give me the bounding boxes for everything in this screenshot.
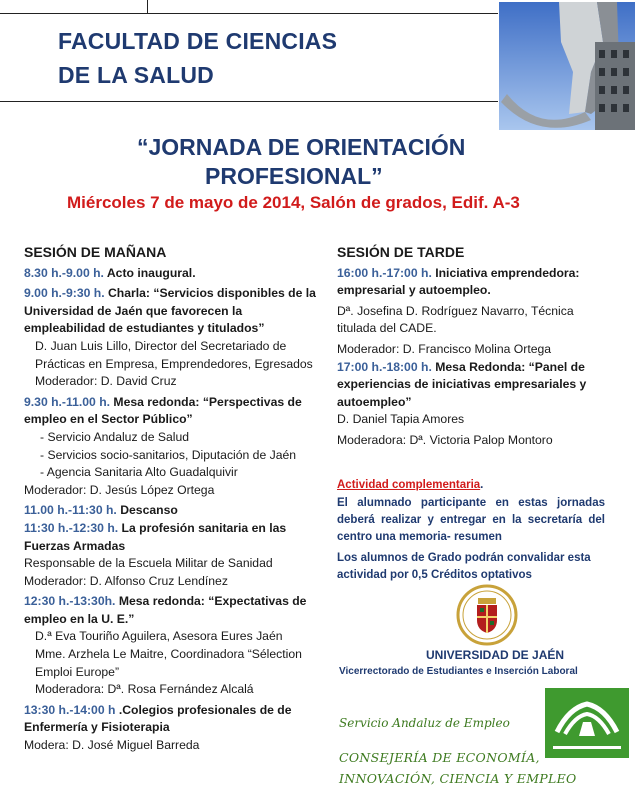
morning-item-6-panel-1: D.ª Eva Touriño Aguilera, Asesora Eures Jaén bbox=[35, 629, 283, 644]
morning-session bbox=[24, 244, 326, 755]
complementary-title: Actividad complementaria bbox=[337, 479, 481, 491]
afternoon-heading: SESIÓN DE TARDE bbox=[337, 244, 465, 260]
afternoon-item-1-speaker: Dª. Josefina D. Rodríguez Navarro, Técnica titulada del CADE. bbox=[337, 303, 574, 336]
morning-item-1: 8.30 h.-9.00 h. Acto inaugural. bbox=[24, 265, 196, 280]
complementary-activity: Actividad complementaria. El alumnado participante en estas jornadas deberá realizar y entregar en la secretaría del centro una memoria- resumen Los alumnos de Grado podrán convalidar esta actividad por 0,5 Créditos optativos bbox=[337, 475, 605, 584]
afternoon-item-1: 16:00 h.-17:00 h. Iniciativa emprendedora: empresarial y autoempleo. bbox=[337, 265, 580, 298]
morning-item-3: 9.30 h.-11.00 h. Mesa redonda: “Perspectivas de empleo en el Sector Público” bbox=[24, 394, 302, 427]
faculty-name-line1: FACULTAD DE CIENCIAS bbox=[58, 28, 338, 54]
consejeria-line1: CONSEJERÍA DE ECONOMÍA, bbox=[339, 750, 540, 765]
morning-item-6-moderator: Moderadora: Dª. Rosa Fernández Alcalá bbox=[35, 682, 254, 697]
event-date: Miércoles 7 de mayo de 2014, Salón de grados, Edif. A-3 bbox=[67, 193, 520, 212]
morning-item-3-panel-1: - Servicio Andaluz de Salud bbox=[40, 429, 190, 444]
university-crest-logo bbox=[452, 584, 522, 646]
faculty-name-line2: DE LA SALUD bbox=[58, 62, 214, 88]
morning-item-5-moderator: Moderador: D. Alfonso Cruz Lendínez bbox=[24, 573, 228, 588]
afternoon-item-2-moderator: Moderadora: Dª. Victoria Palop Montoro bbox=[337, 432, 553, 447]
afternoon-item-1-moderator: Moderador: D. Francisco Molina Ortega bbox=[337, 341, 552, 356]
header-rule bbox=[0, 101, 498, 102]
consejeria-line2: INNOVACIÓN, CIENCIA Y EMPLEO bbox=[339, 771, 577, 786]
sae-name: Servicio Andaluz de Empleo bbox=[339, 716, 510, 730]
junta-andalucia-logo bbox=[545, 688, 629, 758]
morning-item-5-speaker: Responsable de la Escuela Militar de Sanidad bbox=[24, 556, 273, 571]
event-title-line2: PROFESIONAL” bbox=[205, 163, 383, 189]
complementary-text-1: El alumnado participante en estas jornadas deberá realizar y entregar en la secretaría del centro una memoria- resumen bbox=[337, 497, 605, 543]
morning-item-3-moderator: Moderador: D. Jesús López Ortega bbox=[24, 482, 215, 497]
sculpture-photo bbox=[499, 2, 635, 130]
morning-item-6-panel-2: Mme. Arzhela Le Maitre, Coordinadora “Sélection Emploi Europe” bbox=[35, 647, 302, 679]
header-rule-top bbox=[0, 13, 498, 14]
morning-item-2-speaker: D. Juan Luis Lillo, Director del Secretariado de Prácticas en Empresa, Emprendedores, Egresados bbox=[35, 338, 313, 371]
morning-item-5: 11:30 h.-12:30 h. La profesión sanitaria en las Fuerzas Armadas bbox=[24, 520, 287, 553]
university-department: Vicerrectorado de Estudiantes e Inserción Laboral bbox=[339, 666, 578, 677]
afternoon-session bbox=[337, 244, 605, 450]
morning-item-2-moderator: Moderador: D. David Cruz bbox=[35, 374, 177, 389]
header-rule-vertical bbox=[147, 0, 148, 14]
morning-heading: SESIÓN DE MAÑANA bbox=[24, 244, 167, 260]
morning-item-4: 11.00 h.-11:30 h. Descanso bbox=[24, 503, 178, 518]
event-title-line1: “JORNADA DE ORIENTACIÓN bbox=[137, 134, 466, 160]
morning-item-2: 9.00 h.-9:30 h. Charla: “Servicios disponibles de la Universidad de Jaén que favorecen la empleabilidad de estudiantes y titulados” bbox=[24, 286, 316, 336]
morning-item-6: 12:30 h.-13:30h. Mesa redonda: “Expectativas de empleo en la U. E.” bbox=[24, 594, 307, 626]
morning-item-7: 13:30 h.-14:00 h .Colegios profesionales de de Enfermería y Fisioterapia bbox=[24, 702, 292, 735]
afternoon-item-2: 17:00 h.-18:00 h. Mesa Redonda: “Panel de experiencias de iniciativas empresariales y autoempleo” bbox=[337, 359, 587, 409]
complementary-text-2: Los alumnos de Grado podrán convalidar esta actividad por 0,5 Créditos optativos bbox=[337, 552, 591, 581]
university-name: UNIVERSIDAD DE JAÉN bbox=[426, 648, 565, 662]
morning-item-3-panel-3: - Agencia Sanitaria Alto Guadalquivir bbox=[40, 465, 238, 480]
afternoon-item-2-speaker: D. Daniel Tapia Amores bbox=[337, 412, 465, 427]
morning-item-3-panel-2: - Servicios socio-sanitarios, Diputación de Jaén bbox=[40, 447, 297, 462]
morning-item-7-moderator: Modera: D. José Miguel Barreda bbox=[24, 738, 200, 753]
